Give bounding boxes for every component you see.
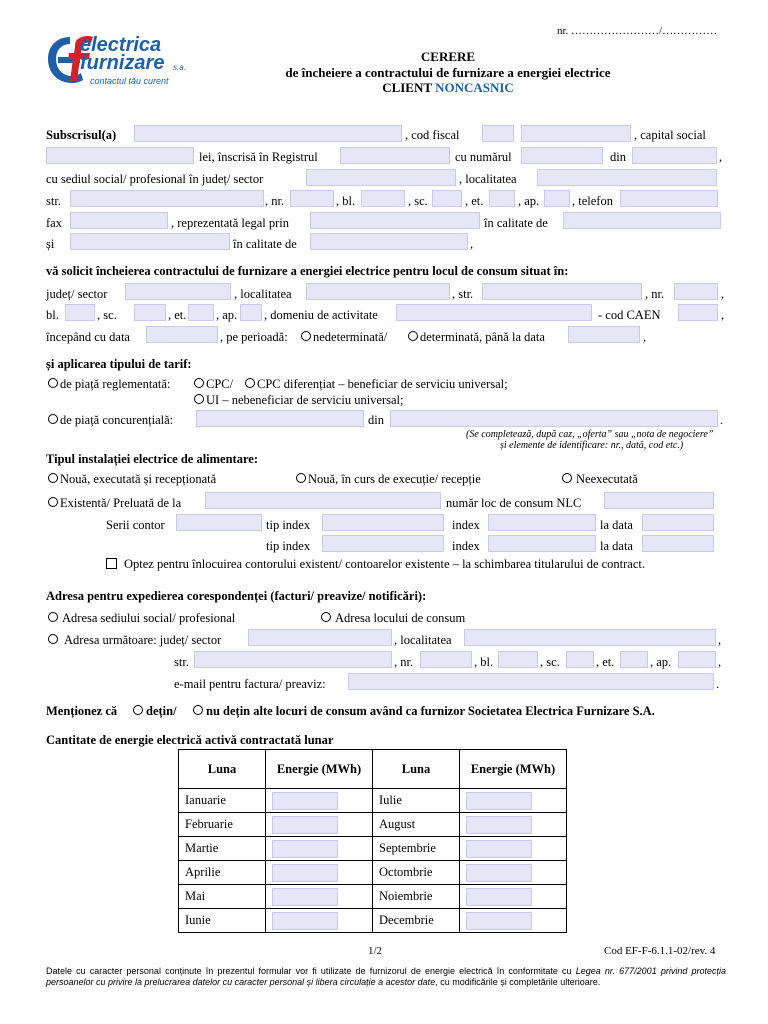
ap-loc-field[interactable]	[240, 304, 262, 321]
logo-line1: electrica	[80, 34, 162, 56]
table-row	[179, 909, 567, 933]
energy-input[interactable]	[272, 864, 338, 882]
logo-line2: furnizare	[80, 52, 165, 74]
sc-corespondenta-field[interactable]	[566, 651, 594, 668]
reprezentant1-field[interactable]	[310, 212, 480, 229]
label-ap: , ap.	[518, 194, 540, 208]
label-cpc-diferentiat: CPC diferențiat – beneficiar de serviciu universal;	[257, 377, 508, 391]
label-fax: fax	[46, 216, 62, 230]
label-index2: index	[452, 539, 480, 553]
header-energie-2: Energie (MWh)	[460, 750, 567, 789]
label-concurentiala: de piață concurențială:	[60, 413, 174, 427]
label-capital-social: , capital social	[634, 128, 706, 142]
nr-sediu-field[interactable]	[290, 190, 334, 207]
localitate-corespondenta-field[interactable]	[464, 629, 716, 646]
month-label: Ianuarie	[179, 789, 266, 813]
telefon-field[interactable]	[620, 190, 718, 207]
label-et5: , et.	[596, 655, 615, 669]
comma: ,	[718, 633, 722, 647]
month-label: Iulie	[373, 789, 460, 813]
sc-sediu-field[interactable]	[432, 190, 462, 207]
label-din3: din	[368, 413, 384, 427]
label-sc2: , sc.	[97, 308, 117, 322]
judet-loc-field[interactable]	[125, 283, 231, 300]
page-title: CERERE	[420, 49, 476, 64]
privacy-notice	[46, 966, 726, 988]
month-label: Decembrie	[373, 909, 460, 933]
bl-sediu-field[interactable]	[361, 190, 405, 207]
label-bl5: , bl.	[474, 655, 494, 669]
section-loc-consum-heading: vă solicit încheierea contractului de furnizare a energiei electrice pentru locul de consum situat în:	[46, 264, 569, 278]
radio-ui[interactable]	[194, 394, 204, 404]
label-noua-curs: Nouă, în curs de execuție/ recepție	[308, 472, 481, 486]
label-neexecutata: Neexecutată	[576, 472, 638, 486]
index2-field[interactable]	[488, 535, 596, 552]
strada-sediu-field[interactable]	[70, 190, 264, 207]
domeniu-activitate-field[interactable]	[396, 304, 592, 321]
privacy-law: Legea nr. 677/2001 privind protecția persoanelor cu privire la prelucrarea datelor cu caracter personal și libera circulație a acestor date	[46, 966, 726, 987]
email-field[interactable]	[348, 673, 714, 690]
data-sfarsit-field[interactable]	[568, 326, 640, 343]
month-label: Octombrie	[373, 861, 460, 885]
comma: ,	[470, 237, 474, 251]
label-lei: lei, înscrisă în Registrul	[199, 150, 318, 164]
label-cod-fiscal: , cod fiscal	[405, 128, 460, 142]
checkbox-inlocuire-contor[interactable]	[106, 558, 117, 569]
label-serii-contor: Serii contor	[106, 518, 165, 532]
logo-tagline: contactul tău curent	[90, 76, 169, 86]
label-localitatea2: , localitatea	[234, 287, 292, 301]
et-loc-field[interactable]	[188, 304, 214, 321]
radio-neexecutata[interactable]	[562, 473, 572, 483]
table-row	[179, 885, 567, 909]
energy-input[interactable]	[466, 792, 532, 810]
radio-noua-executata[interactable]	[48, 473, 58, 483]
index1-field[interactable]	[488, 514, 596, 531]
comma: ,	[643, 330, 647, 344]
label-noua-executata: Nouă, executată și recepționată	[60, 472, 217, 486]
label-cpc: CPC/	[206, 377, 234, 391]
label-sc5: , sc.	[540, 655, 560, 669]
month-label: Aprilie	[179, 861, 266, 885]
label-ap2: , ap.	[216, 308, 238, 322]
radio-adresa-loc[interactable]	[321, 612, 331, 622]
table-row	[179, 813, 567, 837]
label-adresa-urmatoare: Adresa următoare: județ/ sector	[64, 633, 222, 647]
label-domeniu: , domeniu de activitate	[264, 308, 378, 322]
radio-existenta[interactable]	[48, 497, 58, 507]
label-sc: , sc.	[408, 194, 428, 208]
dot: .	[720, 413, 724, 427]
judet-sediu-field[interactable]	[306, 169, 456, 186]
energy-input[interactable]	[272, 888, 338, 906]
et-corespondenta-field[interactable]	[620, 651, 648, 668]
name-field[interactable]	[134, 125, 402, 142]
label-si: și	[46, 237, 55, 251]
cod-fiscal-prefix-field[interactable]	[482, 125, 514, 142]
la-data2-field[interactable]	[642, 535, 714, 552]
nlc-field[interactable]	[604, 492, 714, 509]
label-str5: str.	[174, 655, 189, 669]
logo-suffix: s.a.	[173, 63, 186, 72]
month-label: August	[373, 813, 460, 837]
month-label: Mai	[179, 885, 266, 909]
radio-piata-reglementata[interactable]	[48, 378, 58, 388]
energy-input[interactable]	[466, 840, 532, 858]
label-str2: , str.	[452, 287, 474, 301]
label-optez: Optez pentru înlocuirea contorului existent/ contoarelor existente – la schimbarea titularului de contract.	[124, 557, 645, 571]
page-subtitle: de încheiere a contractului de furnizare a energiei electrice	[285, 65, 611, 80]
tip-index1-field[interactable]	[322, 514, 444, 531]
radio-determinata[interactable]	[408, 331, 418, 341]
comma: ,	[721, 287, 725, 301]
month-label: Martie	[179, 837, 266, 861]
registru-field[interactable]	[340, 147, 450, 164]
label-ui: UI – nebeneficiar de serviciu universal;	[206, 393, 404, 407]
label-nr: , nr.	[265, 194, 285, 208]
label-et2: , et.	[168, 308, 187, 322]
nr-corespondenta-field[interactable]	[420, 651, 472, 668]
radio-cpc[interactable]	[194, 378, 204, 388]
month-label: Iunie	[179, 909, 266, 933]
label-adresa-sediu: Adresa sediului social/ profesional	[62, 611, 236, 625]
label-tip-index1: tip index	[266, 518, 311, 532]
bl-loc-field[interactable]	[65, 304, 95, 321]
energy-input[interactable]	[466, 888, 532, 906]
la-data1-field[interactable]	[642, 514, 714, 531]
serie-contor-field[interactable]	[176, 514, 262, 531]
calitate1-field[interactable]	[563, 212, 721, 229]
ap-sediu-field[interactable]	[544, 190, 570, 207]
label-bl2: bl.	[46, 308, 59, 322]
comma: ,	[718, 655, 722, 669]
label-bl: , bl.	[336, 194, 356, 208]
radio-nu-detin[interactable]	[193, 705, 203, 715]
label-in-calitate2: în calitate de	[233, 237, 297, 251]
label-perioada: , pe perioadă:	[220, 330, 288, 344]
label-nu-detin: nu dețin alte locuri de consum având ca furnizor Societatea Electrica Furnizare S.A.	[206, 704, 655, 718]
strada-loc-field[interactable]	[482, 283, 642, 300]
label-adresa-loc: Adresa locului de consum	[335, 611, 466, 625]
label-nr2: , nr.	[645, 287, 665, 301]
section-corespondenta-heading: Adresa pentru expedierea corespondenței (facturi/ preavize/ notificări):	[46, 589, 427, 603]
radio-detin[interactable]	[133, 705, 143, 715]
label-tip-index2: tip index	[266, 539, 311, 553]
label-la-data2: la data	[600, 539, 633, 553]
client-prefix: CLIENT	[382, 80, 432, 95]
numar-registru-field[interactable]	[521, 147, 603, 164]
energy-input[interactable]	[272, 816, 338, 834]
radio-nedeterminata[interactable]	[301, 331, 311, 341]
radio-noua-curs[interactable]	[296, 473, 306, 483]
label-nr5: , nr.	[394, 655, 414, 669]
energy-input[interactable]	[272, 840, 338, 858]
radio-piata-concurentiala[interactable]	[48, 414, 58, 424]
localitate-sediu-field[interactable]	[537, 169, 717, 186]
cod-fiscal-field[interactable]	[521, 125, 631, 142]
judet-corespondenta-field[interactable]	[248, 629, 392, 646]
ap-corespondenta-field[interactable]	[678, 651, 716, 668]
label-judet: județ/ sector	[46, 287, 108, 301]
energy-input[interactable]	[466, 816, 532, 834]
label-email: e-mail pentru factura/ preaviz:	[174, 677, 326, 691]
note-line2: și elemente de identificare: nr., dată, cod etc.)	[500, 440, 684, 451]
cod-caen-field[interactable]	[678, 304, 718, 321]
bl-corespondenta-field[interactable]	[498, 651, 538, 668]
section-tarif-heading: și aplicarea tipului de tarif:	[46, 357, 192, 371]
label-index1: index	[452, 518, 480, 532]
client-type-line	[0, 80, 768, 96]
tip-index2-field[interactable]	[322, 535, 444, 552]
label-localitatea5: , localitatea	[394, 633, 452, 647]
label-determinata: determinată, până la data	[420, 330, 545, 344]
month-label: Februarie	[179, 813, 266, 837]
label-reglementata: de piață reglementată:	[60, 377, 171, 391]
label-incepand: începând cu data	[46, 330, 130, 344]
form-code: Cod EF-F-6.1.1-02/rev. 4	[604, 945, 716, 957]
privacy-text-a: Datele cu caracter personal conținute în prezentul formular vor fi utilizate de furnizorul de energie electrică în conformitate cu	[46, 966, 576, 976]
capital-social-field[interactable]	[46, 147, 194, 164]
month-label: Septembrie	[373, 837, 460, 861]
label-reprezentata: , reprezentată legal prin	[171, 216, 289, 230]
month-label: Noiembrie	[373, 885, 460, 909]
label-str: str.	[46, 194, 61, 208]
label-cu-numarul: cu numărul	[455, 150, 512, 164]
label-et: , et.	[465, 194, 484, 208]
radio-adresa-urmatoare[interactable]	[48, 634, 58, 644]
fax-field[interactable]	[70, 212, 168, 229]
label-la-data1: la data	[600, 518, 633, 532]
radio-cpc-diferentiat[interactable]	[245, 378, 255, 388]
energy-table	[178, 749, 567, 933]
label-nlc: număr loc de consum NLC	[446, 496, 582, 510]
preluata-de-la-field[interactable]	[205, 492, 441, 509]
nr-loc-field[interactable]	[674, 283, 718, 300]
strada-corespondenta-field[interactable]	[194, 651, 392, 668]
document-number: nr. ……………………/……………	[557, 25, 718, 37]
localitate-loc-field[interactable]	[306, 283, 450, 300]
section-instalatie-heading: Tipul instalației electrice de alimentare:	[46, 452, 258, 466]
data-incepere-field[interactable]	[146, 326, 218, 343]
label-ap5: , ap.	[650, 655, 672, 669]
label-mentionez: Menționez că	[46, 704, 118, 718]
table-row	[179, 861, 567, 885]
comma: ,	[719, 150, 723, 164]
table-row	[179, 837, 567, 861]
radio-adresa-sediu[interactable]	[48, 612, 58, 622]
label-detin: dețin/	[146, 704, 177, 718]
oferta-data-field[interactable]	[390, 410, 718, 427]
privacy-text-b: , cu modificările și completările ulterioare.	[435, 977, 601, 987]
energy-input[interactable]	[272, 792, 338, 810]
reprezentant2-field[interactable]	[70, 233, 230, 250]
label-localitatea: , localitatea	[459, 172, 517, 186]
energy-input[interactable]	[272, 912, 338, 930]
note-line1: (Se completează, după caz, „oferta” sau „nota de negociere”	[466, 429, 714, 440]
energy-input[interactable]	[466, 864, 532, 882]
comma: ,	[721, 308, 725, 322]
data-registru-field[interactable]	[632, 147, 717, 164]
label-sediul: cu sediul social/ profesional în județ/ sector	[46, 172, 264, 186]
label-in-calitate: în calitate de	[484, 216, 548, 230]
header-luna-2: Luna	[373, 750, 460, 789]
et-sediu-field[interactable]	[489, 190, 515, 207]
dot: .	[716, 677, 720, 691]
page-number: 1/2	[368, 945, 383, 957]
energy-input[interactable]	[466, 912, 532, 930]
sc-loc-field[interactable]	[134, 304, 166, 321]
label-subscrisul: Subscrisul(a)	[46, 128, 117, 142]
table-title: Cantitate de energie electrică activă contractată lunar	[46, 733, 334, 747]
label-telefon: , telefon	[572, 194, 613, 208]
calitate2-field[interactable]	[310, 233, 468, 250]
header-luna-1: Luna	[179, 750, 266, 789]
header-energie-1: Energie (MWh)	[266, 750, 373, 789]
oferta-field[interactable]	[196, 410, 364, 427]
label-caen: - cod CAEN	[598, 308, 661, 322]
label-din: din	[610, 150, 626, 164]
label-existenta: Existentă/ Preluată de la	[60, 496, 182, 510]
client-type: NONCASNIC	[435, 80, 514, 95]
label-nedeterminata: nedeterminată/	[313, 330, 388, 344]
table-row	[179, 789, 567, 813]
